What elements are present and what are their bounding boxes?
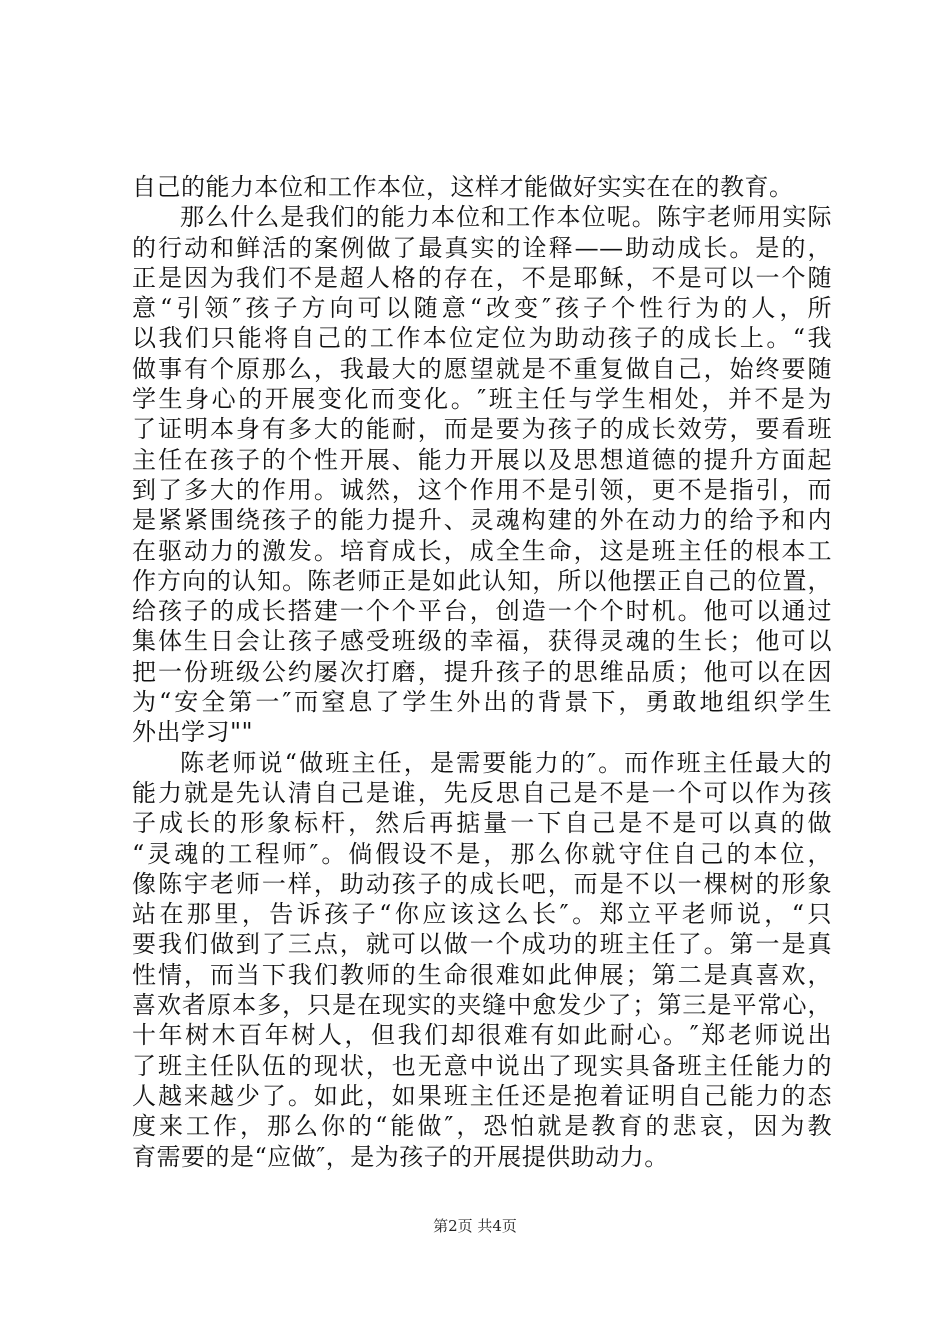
text-line: 度来工作，那么你的“能做″，恐怕就是教育的悲哀，因为教 bbox=[132, 1112, 832, 1141]
text-line: 给孩子的成长搭建一个个平台，创造一个个时机。他可以通过 bbox=[132, 597, 832, 626]
text-line: 在驱动力的激发。培育成长，成全生命，这是班主任的根本工 bbox=[132, 536, 832, 565]
text-line: 是紧紧围绕孩子的能力提升、灵魂构建的外在动力的给予和内 bbox=[132, 506, 832, 535]
text-line: 主任在孩子的个性开展、能力开展以及思想道德的提升方面起 bbox=[132, 445, 832, 474]
text-line: 人越来越少了。如此，如果班主任还是抱着证明自己能力的态 bbox=[132, 1081, 832, 1110]
page-footer: 第2页 共4页 bbox=[433, 1217, 517, 1235]
text-line: 的行动和鲜活的案例做了最真实的诠释——助动成长。是的， bbox=[132, 233, 832, 262]
text-line: 意“引领″孩子方向可以随意“改变″孩子个性行为的人，所 bbox=[132, 294, 832, 323]
text-line: 陈老师说“做班主任，是需要能力的″。而作班主任最大的 bbox=[180, 748, 832, 777]
text-line: 外出学习"" bbox=[132, 718, 254, 747]
text-line: 了班主任队伍的现状，也无意中说出了现实具备班主任能力的 bbox=[132, 1051, 832, 1080]
text-line: 站在那里，告诉孩子“你应该这么长″。郑立平老师说，“只 bbox=[132, 900, 832, 929]
text-line: 为“安全第一″而窒息了学生外出的背景下，勇敢地组织学生 bbox=[132, 688, 832, 717]
text-line: 要我们做到了三点，就可以做一个成功的班主任了。第一是真 bbox=[132, 930, 832, 959]
text-line: 作方向的认知。陈老师正是如此认知，所以他摆正自己的位置， bbox=[132, 566, 832, 595]
text-line: 能力就是先认清自己是谁，先反思自己是不是一个可以作为孩 bbox=[132, 778, 832, 807]
text-line: 喜欢者原本多，只是在现实的夹缝中愈发少了；第三是平常心， bbox=[132, 991, 832, 1020]
text-line: 子成长的形象标杆，然后再掂量一下自己是不是可以真的做 bbox=[132, 809, 832, 838]
body-text bbox=[132, 172, 832, 1172]
text-line: 到了多大的作用。诚然，这个作用不是引领，更不是指引，而 bbox=[132, 475, 832, 504]
text-line: “灵魂的工程师″。倘假设不是，那么你就守住自己的本位， bbox=[132, 839, 832, 868]
text-line: 做事有个原那么，我最大的愿望就是不重复做自己，始终要随 bbox=[132, 354, 832, 383]
text-line: 十年树木百年树人，但我们却很难有如此耐心。″郑老师说出 bbox=[132, 1021, 832, 1050]
text-line: 正是因为我们不是超人格的存在，不是耶稣，不是可以一个随 bbox=[132, 263, 832, 292]
text-line: 性情，而当下我们教师的生命很难如此伸展；第二是真喜欢， bbox=[132, 960, 832, 989]
text-line: 育需要的是“应做″，是为孩子的开展提供助动力。 bbox=[132, 1142, 669, 1171]
text-line: 自己的能力本位和工作本位，这样才能做好实实在在的教育。 bbox=[132, 173, 794, 201]
text-line: 了证明本身有多大的能耐，而是要为孩子的成长效劳，要看班 bbox=[132, 415, 832, 444]
text-line: 学生身心的开展变化而变化。″班主任与学生相处，并不是为 bbox=[132, 385, 832, 414]
text-line: 把一份班级公约屡次打磨，提升孩子的思维品质；他可以在因 bbox=[132, 657, 832, 686]
text-line: 像陈宇老师一样，助动孩子的成长吧，而是不以一棵树的形象 bbox=[132, 869, 832, 898]
text-line: 集体生日会让孩子感受班级的幸福，获得灵魂的生长；他可以 bbox=[132, 627, 832, 656]
text-line: 那么什么是我们的能力本位和工作本位呢。陈宇老师用实际 bbox=[180, 203, 832, 232]
text-line: 以我们只能将自己的工作本位定位为助动孩子的成长上。“我 bbox=[132, 324, 832, 353]
